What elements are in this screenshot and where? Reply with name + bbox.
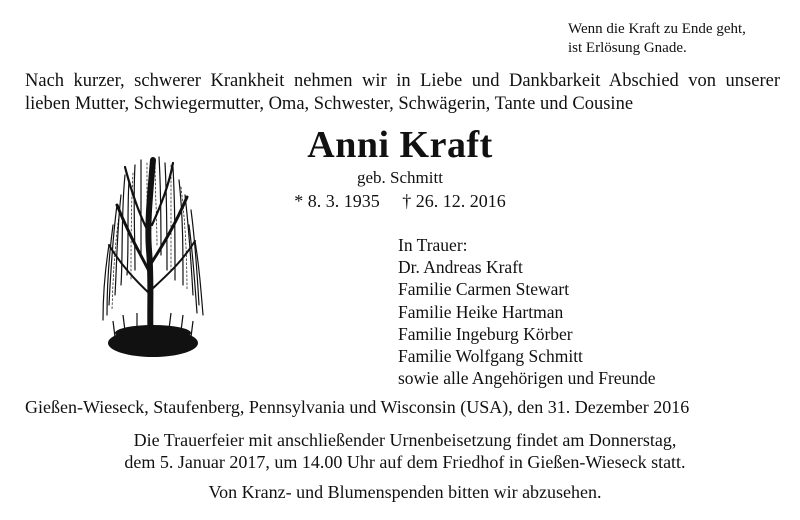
mourners-heading: In Trauer: bbox=[398, 235, 468, 255]
flowers-note: Von Kranz- und Blumenspenden bitten wir abzusehen. bbox=[208, 482, 602, 502]
funeral-service-info bbox=[25, 429, 785, 473]
mourners-list bbox=[398, 234, 778, 389]
motto-line-1: Wenn die Kraft zu Ende geht, bbox=[568, 21, 746, 37]
birth-name: geb. Schmitt bbox=[357, 168, 443, 187]
mourner-name: Familie Heike Hartman bbox=[398, 301, 564, 322]
intro-text bbox=[25, 70, 780, 116]
mourner-name: Dr. Andreas Kraft bbox=[398, 257, 523, 278]
death-date: † 26. 12. 2016 bbox=[402, 191, 506, 211]
life-dates bbox=[200, 190, 600, 212]
intro-line-1: Nach kurzer, schwerer Krankheit nehmen wir in Liebe und Dankbarkeit Abschied von unserer bbox=[25, 71, 780, 91]
motto bbox=[568, 20, 788, 58]
service-line-1: Die Trauerfeier mit anschließender Urnenbeisetzung findet am Donnerstag, bbox=[133, 430, 677, 450]
service-line-2: dem 5. Januar 2017, um 14.00 Uhr auf dem Friedhof in Gießen-Wieseck statt. bbox=[124, 452, 686, 472]
birth-date: * 8. 3. 1935 bbox=[294, 191, 380, 211]
intro-line-2: lieben Mutter, Schwiegermutter, Oma, Schwester, Schwägerin, Tante und Cousine bbox=[25, 94, 634, 114]
mourner-name: sowie alle Angehörigen und Freunde bbox=[398, 368, 656, 389]
mourner-name: Familie Wolfgang Schmitt bbox=[398, 346, 583, 367]
weeping-willow-icon bbox=[95, 145, 210, 370]
deceased-name: Anni Kraft bbox=[307, 124, 493, 166]
mourner-name: Familie Ingeburg Körber bbox=[398, 323, 573, 344]
mourner-name: Familie Carmen Stewart bbox=[398, 279, 570, 300]
motto-line-2: ist Erlösung Gnade. bbox=[568, 40, 687, 56]
place-and-date: Gießen-Wieseck, Staufenberg, Pennsylvania und Wisconsin (USA), den 31. Dezember 2016 bbox=[25, 397, 690, 417]
